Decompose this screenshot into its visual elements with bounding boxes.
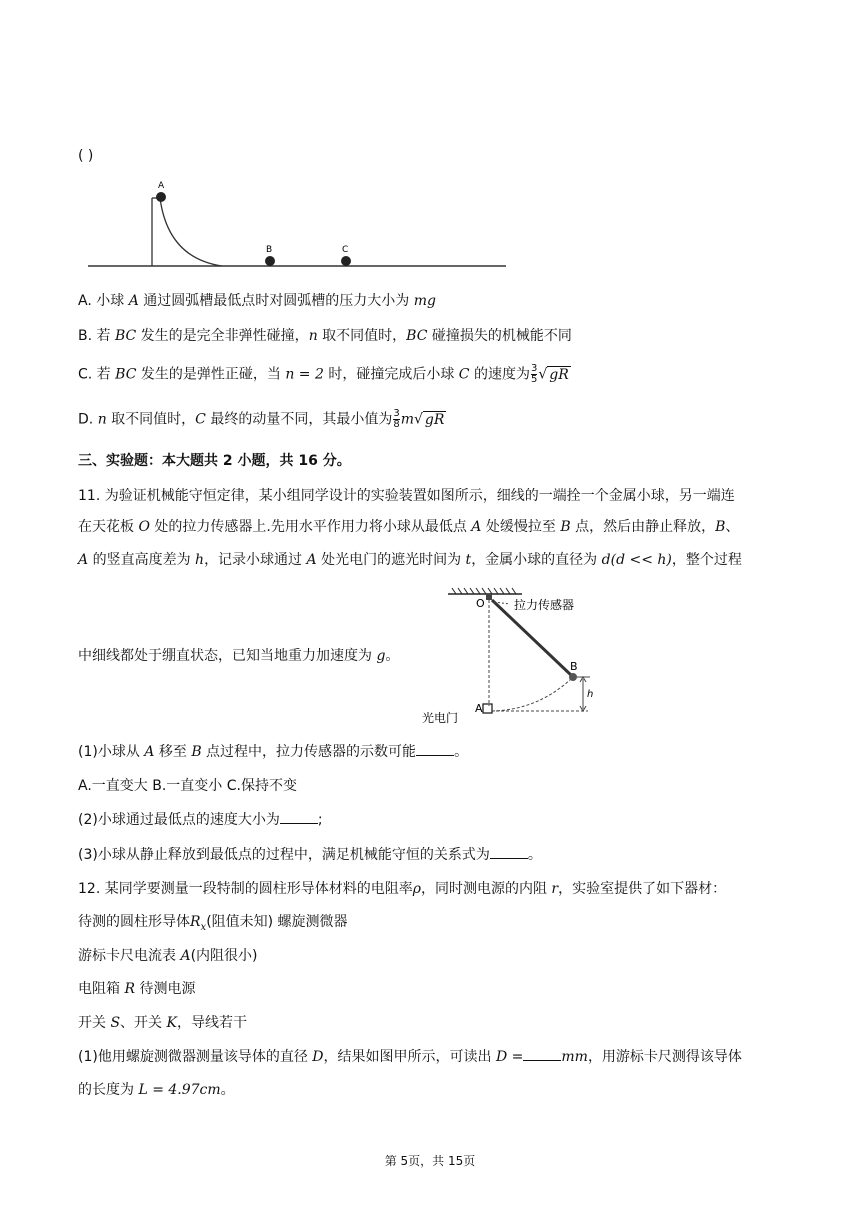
ball-b xyxy=(265,256,275,266)
label-b: B xyxy=(570,660,578,673)
option-c: C. 若 BC 发生的是弹性正碰，当 n = 2 时，碰撞完成后小球 C 的速度为 $\frac{3}{5}$ √ gR xyxy=(78,363,569,385)
section-heading: 三、实验题：本大题共 2 小题，共 16 分。 xyxy=(78,453,351,469)
option-b: B. 若 BC 发生的是完全非弹性碰撞，n 取不同值时，BC 碰撞损失的机械能不同 xyxy=(78,328,572,344)
q11-line-2: 在天花板 O 处的拉力传感器上.先用水平作用力将小球从最低点 A 处缓慢拉至 B 点，然后由静止释放，B、 xyxy=(78,519,740,535)
answer-blank[interactable] xyxy=(416,743,454,756)
q12-line-5: 开关 S、开关 K，导线若干 xyxy=(78,1015,247,1031)
option-d: D. n 取不同值时，C 最终的动量不同，其最小值为 $\frac{3}{8}$ m√ gR xyxy=(78,408,445,430)
photogate xyxy=(483,704,492,713)
q12-line-2: 待测的圆柱形导体$R_x$(阻值未知) 螺旋测微器 xyxy=(78,914,348,933)
answer-blank[interactable] xyxy=(490,846,528,859)
q11-sub3: (3)小球从静止释放到最低点的过程中，满足机械能守恒的关系式为 。 xyxy=(78,847,542,863)
q12-line-7: 的长度为 L = 4.97cm。 xyxy=(78,1082,235,1098)
label-o: O xyxy=(476,597,485,610)
label-a: A xyxy=(158,181,165,191)
label-c: C xyxy=(342,245,349,255)
ball-c xyxy=(341,256,351,266)
answer-blank[interactable] xyxy=(523,1048,561,1061)
ball-a xyxy=(156,192,166,202)
answer-parentheses: ( ) xyxy=(78,148,94,164)
label-photogate: 光电门 xyxy=(422,711,459,724)
q12-line-4: 电阻箱 R 待测电源 xyxy=(78,981,196,997)
q11-line-1: 11. 为验证机械能守恒定律，某小组同学设计的实验装置如图所示，细线的一端拴一个金属小球，另一端连 xyxy=(78,488,735,504)
q12-line-3: 游标卡尺电流表 A(内阻很小) xyxy=(78,948,258,964)
label-sensor: 拉力传感器 xyxy=(514,598,575,612)
label-a: A xyxy=(475,702,483,715)
q11-sub2: (2)小球通过最低点的速度大小为 ; xyxy=(78,812,323,828)
q11-choices: A.一直变大 B.一直变小 C.保持不变 xyxy=(78,778,297,794)
option-a: A. 小球 A 通过圆弧槽最低点时对圆弧槽的压力大小为 mg xyxy=(78,293,436,309)
page-footer: 第 5页，共 15页 xyxy=(384,1154,476,1168)
q12-line-1: 12. 某同学要测量一段特制的圆柱形导体材料的电阻率ρ，同时测电源的内阻 r，实验室提供了如下器材： xyxy=(78,881,727,897)
label-b: B xyxy=(266,245,273,255)
pendulum-ball xyxy=(569,673,577,681)
q11-line-4: 中细线都处于绷直状态，已知当地重力加速度为 g。 xyxy=(78,648,400,664)
q12-line-6: (1)他用螺旋测微器测量该导体的直径 D，结果如图甲所示，可读出 D = mm，用游标卡尺测得该导体 xyxy=(78,1049,742,1065)
q11-line-3: A 的竖直高度差为 h，记录小球通过 A 处光电门的遮光时间为 t，金属小球的直径为 d(d << h)，整个过程 xyxy=(78,552,742,568)
pendulum-figure xyxy=(420,586,600,724)
arc-slot-figure xyxy=(80,180,510,272)
label-h: h xyxy=(587,689,594,700)
answer-blank[interactable] xyxy=(280,811,318,824)
q11-sub1: (1)小球从 A 移至 B 点过程中，拉力传感器的示数可能 。 xyxy=(78,744,469,760)
